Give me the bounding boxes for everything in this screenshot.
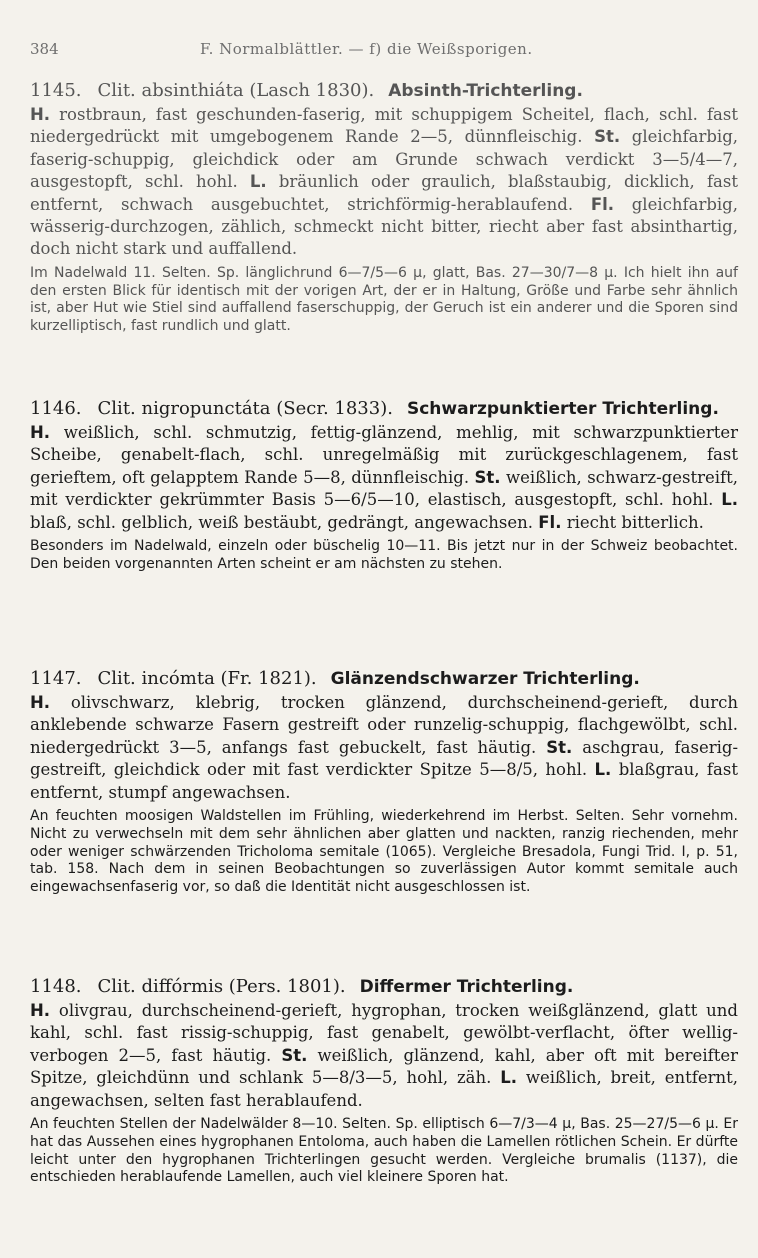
hat-text: weißlich, schl. schmutzig, fettig-glänzend, mehlig, mit schwarzpunktierter Scheibe, genabelt-flach, schl. unregelmäßig mit zurückgeschlagenem, fast gerieftem, oft gelapptem Rande 5—8, dünnfleischig. (30, 423, 738, 487)
flesh-text: riecht bitterlich. (566, 512, 704, 532)
hat-text: olivgrau, durchscheinend-gerieft, hygrophan, trocken weißglänzend, glatt und kahl, schl. fast rissig-schuppig, fast genabelt, gewölbt-verflacht, öfter wellig-verbogen 2—5, fast häutig. (30, 1001, 738, 1065)
hat-label: H. (30, 105, 51, 124)
entry-title (30, 80, 738, 102)
gills-label: L. (249, 172, 267, 192)
entry-number: 1145. (30, 80, 82, 101)
gills-text: bräunlich oder graulich, blaßstaubig, dicklich, fast entfernt, schwach ausgebuchtet, strichförmig-herablaufend. (30, 172, 738, 214)
species-entry-1146 (30, 398, 738, 574)
gills-label: L. (594, 760, 612, 780)
german-name: Glänzendschwarzer Trichterling. (330, 669, 640, 689)
german-name: Schwarzpunktierter Trichterling. (406, 399, 719, 419)
entry-description (30, 422, 738, 534)
stem-text: aschgrau, faserig-gestreift, gleichdick oder mit fast verdickter Spitze 5—8/5, hohl. (30, 737, 739, 780)
stem-label: St. (594, 127, 621, 147)
latin-name: Clit. incómta (Fr. 1821). (97, 668, 317, 689)
stem-label: St. (281, 1045, 308, 1065)
entry-number: 1148. (30, 976, 82, 997)
gills-text: blaß, schl. gelblich, weiß bestäubt, gedrängt, angewachsen. (30, 512, 534, 532)
stem-label: St. (546, 737, 573, 757)
gills-text: blaßgrau, fast entfernt, stumpf angewachsen. (30, 760, 738, 802)
hat-label: H. (30, 423, 51, 442)
stem-text: weißlich, glänzend, kahl, aber oft mit bereifter Spitze, gleichdünn und schlank 5—8/3—5, hohl, zäh. (30, 1045, 738, 1088)
latin-name: Clit. diffórmis (Pers. 1801). (97, 976, 346, 997)
german-name: Differmer Trichterling. (359, 977, 574, 997)
stem-text: weißlich, schwarz-gestreift, mit verdickter gekrümmter Basis 5—6/5—10, elastisch, ausgestopft, schl. hohl. (30, 467, 738, 510)
species-entry-1147 (30, 668, 738, 897)
species-entry-1145 (30, 80, 738, 336)
latin-name: Clit. nigropunctáta (Secr. 1833). (97, 398, 393, 419)
hat-text: olivschwarz, klebrig, trocken glänzend, durchscheinend-gerieft, durch anklebende schwarze Fasern gestreift oder runzelig-schuppig, flachgewölbt, schl. niedergedrückt 3—5, anfangs fast gebuckelt, fast häutig. (30, 693, 738, 757)
stem-label: St. (474, 467, 501, 487)
flesh-label: Fl. (590, 194, 615, 214)
gills-label: L. (721, 490, 739, 510)
entry-description (30, 1000, 738, 1112)
hat-label: H. (30, 1001, 51, 1020)
entry-title (30, 668, 738, 690)
entry-note: Besonders im Nadelwald, einzeln oder büschelig 10—11. Bis jetzt nur in der Schweiz beobachtet. Den beiden vorgenannten Arten scheint er am nächsten zu stehen. (30, 538, 738, 572)
entry-title (30, 976, 738, 998)
entry-description (30, 692, 738, 804)
running-head: F. Normalblättler. — f) die Weißsporigen. (200, 40, 533, 58)
entry-note: Im Nadelwald 11. Selten. Sp. länglichrund 6—7/5—6 µ, glatt, Bas. 27—30/7—8 µ. Ich hielt ihn auf den ersten Blick für identisch mit der vorigen Art, der er in Haltung, Größe und Farbe sehr ähnlich ist, aber Hut wie Stiel sind auffallend faserschuppig, der Geruch ist ein anderer und die Sporen sind kurzelliptisch, fast rundlich und glatt. (30, 264, 738, 335)
gills-text: weißlich, breit, entfernt, angewachsen, selten fast herablaufend. (30, 1068, 739, 1110)
entry-note: An feuchten moosigen Waldstellen im Frühling, wiederkehrend im Herbst. Selten. Sehr vornehm. Nicht zu verwechseln mit dem sehr ähnlichen aber glatten und nackten, ranzig riechenden, mehr oder weniger schwärzenden Tricholoma semitale (1065). Vergleiche Bresadola, Fungi Trid. I, p. 51, tab. 158. Nach dem in seinen Beobachtungen so zuverlässigen Autor kommt semitale auch eingewachsenfaserig vor, so daß die Identität nicht ausgeschlossen ist. (30, 808, 738, 896)
page-number: 384 (30, 40, 59, 58)
hat-label: H. (30, 693, 51, 712)
entry-number: 1147. (30, 668, 82, 689)
entry-number: 1146. (30, 398, 82, 419)
species-entry-1148 (30, 976, 738, 1187)
german-name: Absinth-Trichterling. (388, 81, 583, 101)
hat-text: rostbraun, fast geschunden-faserig, mit schuppigem Scheitel, flach, schl. fast niedergedrückt mit umgebogenem Rande 2—5, dünnfleischig. (30, 105, 738, 147)
flesh-text: gleichfarbig, wässerig-durchzogen, zählich, schmeckt nicht bitter, riecht aber fast absinthartig, doch nicht stark und auffallend. (30, 194, 738, 259)
stem-text: gleichfarbig, faserig-schuppig, gleichdick oder am Grunde schwach verdickt 3—5/4—7, ausgestopft, schl. hohl. (30, 127, 739, 192)
entry-description (30, 104, 738, 261)
entry-title (30, 398, 738, 420)
gills-label: L. (500, 1068, 518, 1088)
latin-name: Clit. absinthiáta (Lasch 1830). (97, 80, 375, 101)
flesh-label: Fl. (538, 512, 562, 532)
entry-note: An feuchten Stellen der Nadelwälder 8—10. Selten. Sp. elliptisch 6—7/3—4 µ, Bas. 25—27/5—6 µ. Er hat das Aussehen eines hygrophanen Entoloma, auch haben die Lamellen rötlichen Schein. Er dürfte leicht unter den hygrophanen Trichterlingen gesucht werden. Vergleiche brumalis (1137), die entschieden herablaufende Lamellen, auch viel kleinere Sporen hat. (30, 1116, 738, 1186)
